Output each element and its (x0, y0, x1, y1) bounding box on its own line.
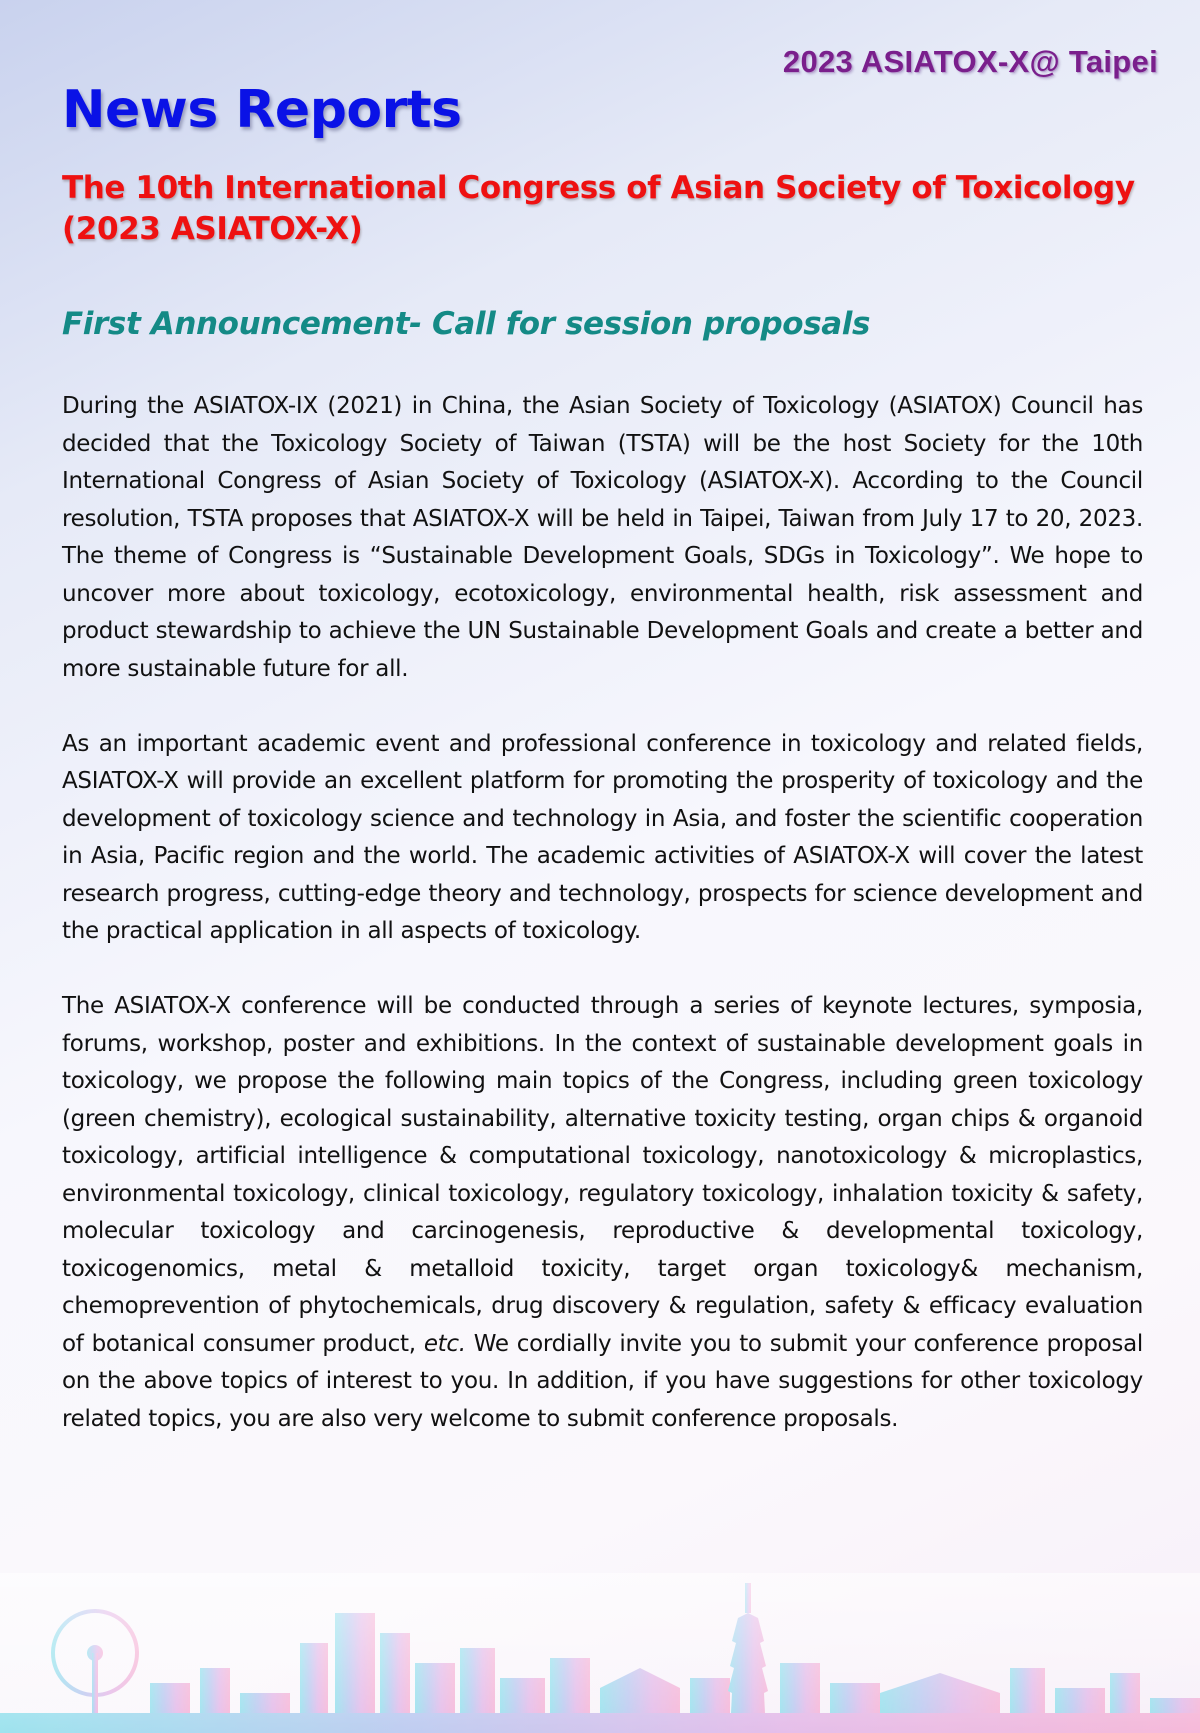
paragraph-3-part-2: We cordially invite you to submit your conference proposal on the above topics of interest to you. In addition, if you have suggestions for other toxicology related topics, you are also very welcome to submit conference proposals. (62, 1330, 1143, 1432)
event-header-tag: 2023 ASIATOX-X@ Taipei (782, 44, 1158, 79)
paragraph-3 (62, 988, 1143, 1438)
subtitle-line-2: (2023 ASIATOX-X) (62, 211, 363, 248)
page-title: News Reports (62, 80, 462, 140)
subtitle-line-1: The 10th International Congress of Asian Society of Toxicology (62, 170, 1135, 206)
taipei-skyline-illustration (0, 1573, 1200, 1733)
paragraph-3-part-1: The ASIATOX-X conference will be conducted through a series of keynote lectures, symposia, forums, workshop, poster and exhibitions. In the context of sustainable development goals in toxicology, we propose the following main topics of the Congress, including green toxicology (green chemistry), ecological sustainability, alternative toxicity testing, organ chips & organoid toxicology, artificial intelligence & computational toxicology, nanotoxicology & microplastics, environmental toxicology, clinical toxicology, regulatory toxicology, inhalation toxicity & safety, molecular toxicology and carcinogenesis, reproductive & developmental toxicology, toxicogenomics, metal & metalloid toxicity, target organ toxicology& mechanism, chemoprevention of phytochemicals, drug discovery & regulation, safety & efficacy evaluation of botanical consumer product, (62, 993, 1143, 1357)
paragraph-1: During the ASIATOX-IX (2021) in China, the Asian Society of Toxicology (ASIATOX) Council has decided that the Toxicology Society of Taiwan (TSTA) will be the host Society for the 10th International Congress of Asian Society of Toxicology (ASIATOX-X). According to the Council resolution, TSTA proposes that ASIATOX-X will be held in Taipei, Taiwan from July 17 to 20, 2023. The theme of Congress is “Sustainable Development Goals, SDGs in Toxicology”. We hope to uncover more about toxicology, ecotoxicology, environmental health, risk assessment and product stewardship to achieve the UN Sustainable Development Goals and create a better and more sustainable future for all. (62, 393, 1143, 682)
paragraph-3-etc: etc. (423, 1330, 466, 1357)
congress-subtitle (62, 168, 1142, 250)
paragraph-2: As an important academic event and professional conference in toxicology and related fields, ASIATOX-X will provide an excellent platform for promoting the prosperity of toxicology and the development of toxicology science and technology in Asia, and foster the scientific cooperation in Asia, Pacific region and the world. The academic activities of ASIATOX-X will cover the latest research progress, cutting-edge theory and technology, prospects for science development and the practical application in all aspects of toxicology. (62, 730, 1143, 944)
article-body (62, 388, 1143, 1438)
section-heading: First Announcement- Call for session proposals (62, 306, 871, 342)
